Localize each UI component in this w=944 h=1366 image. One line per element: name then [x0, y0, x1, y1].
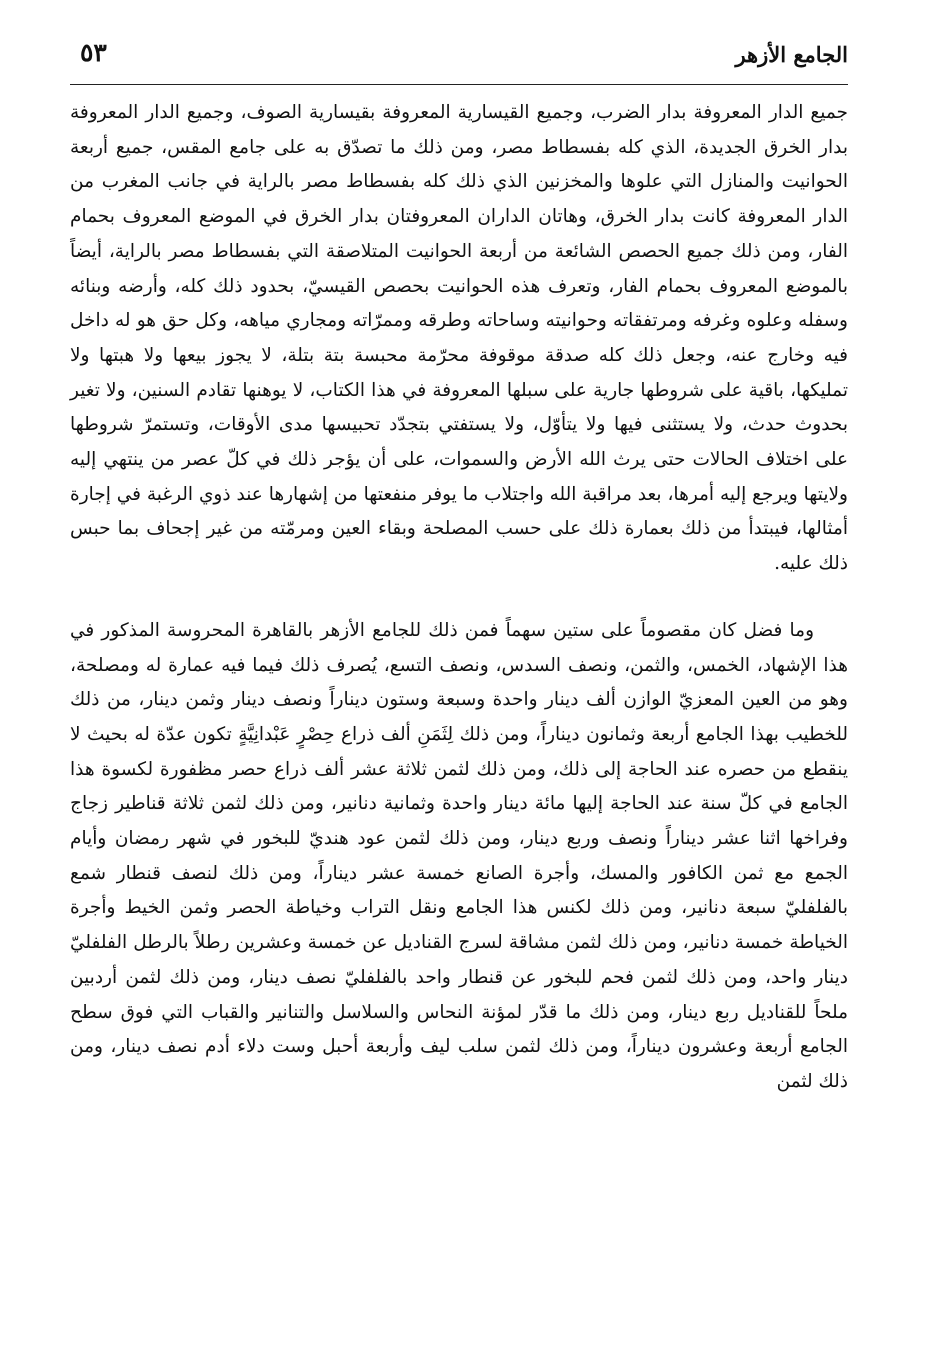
book-page — [70, 30, 848, 1330]
paragraph: وما فضل كان مقصوماً على ستين سهماً فمن ذلك للجامع الأزهر بالقاهرة المحروسة المذكور في هذا الإشهاد، الخمس، والثمن، ونصف السدس، ونصف التسع، يُصرف ذلك فيما فيه عمارة له ومصلحة، وهو من العين المعزيّ الوازن ألف دينار واحدة وسبعة وستون ديناراً ونصف دينار وثمن دينار، من ذلك للخطيب بهذا الجامع أربعة وثمانون ديناراً، ومن ذلك لِثَمَنِ ألف ذراع حِصْرٍ عَبْدانِيَّةٍ تكون عدّة له بحيث لا ينقطع من حصره عند الحاجة إلى ذلك، ومن ذلك لثمن ثلاثة عشر ألف ذراع حصر مظفورة لكسوة هذا الجامع في كلّ سنة عند الحاجة إليها مائة دينار واحدة وثمانية دنانير، ومن ذلك لثمن ثلاثة قناطير زجاج وفراخها اثنا عشر ديناراً ونصف وربع دينار، ومن ذلك لثمن عود هنديّ للبخور في شهر رمضان وأيام الجمع مع ثمن الكافور والمسك، وأجرة الصانع خمسة عشر ديناراً، ومن ذلك لنصف قنطار شمع بالفلفليّ سبعة دنانير، ومن ذلك لكنس هذا الجامع ونقل التراب وخياطة الحصر وثمن الخيط وأجرة الخياطة خمسة دنانير، ومن ذلك لثمن مشاقة لسرج القناديل عن خمسة وعشرين رطلاً بالرطل الفلفليّ دينار واحد، ومن ذلك لثمن فحم للبخور عن قنطار واحد بالفلفليّ نصف دينار، ومن ذلك لثمن أردبين ملحاً للقناديل ربع دينار، ومن ذلك ما قدّر لمؤنة النحاس والسلاسل والتنانير والقباب التي فوق سطح الجامع أربعة وعشرون ديناراً، ومن ذلك لثمن سلب ليف وأربعة أحبل وست دلاء أدم نصف دينار، ومن ذلك لثمن — [70, 619, 848, 1092]
paragraph: جميع الدار المعروفة بدار الضرب، وجميع القيسارية المعروفة بقيسارية الصوف، وجميع الدار المعروفة بدار الخرق الجديدة، الذي كله بفسطاط مصر، ومن ذلك ما تصدّق به على جامع المقس، جميع أربعة الحوانيت والمنازل التي علوها والمخزنين الذي ذلك كله بفسطاط مصر بالراية في جانب المغرب من الدار المعروفة كانت بدار الخرق، وهاتان الداران المعروفتان بدار الخرق في الموضع المعروف بحمام الفار، ومن ذلك جميع الحصص الشائعة من أربعة الحوانيت المتلاصقة التي بفسطاط مصر بالراية، أيضاً بالموضع المعروف بحمام الفار، وتعرف هذه الحوانيت بحصص القيسيّ، بحدود ذلك كله، وأرضه وبنائه وسفله وعلوه وغرفه ومرتفقاته وحوانيته وساحاته وطرقه وممرّاته ومجاري مياهه، وكل حق هو له داخل فيه وخارج عنه، وجعل ذلك كله صدقة موقوفة محرّمة محبسة بتة بتلة، لا يجوز بيعها ولا هبتها ولا تمليكها، باقية على شروطها جارية على سبلها المعروفة في هذا الكتاب، لا يوهنها تقادم السنين، ولا تغير بحدوث حدث، ولا يستثنى فيها ولا يتأوّل، ولا يستفتي بتجدّد تحبيسها مدى الأوقات، وتستمرّ شروطها على اختلاف الحالات حتى يرث الله الأرض والسموات، على أن يؤجر ذلك في كلّ عصر من ينتهي إليه ولايتها ويرجع إليه أمرها، بعد مراقبة الله واجتلاب ما يوفر منفعتها من إشهارها عند ذوي الرغبة في إجارة أمثالها، فيبتدأ من ذلك بعمارة ذلك على حسب المصلحة وبقاء العين ومرمّته من غير إجحاف بما حبس ذلك عليه. — [70, 102, 848, 575]
running-title: الجامع الأزهر — [735, 42, 848, 67]
page-number: ٥٣ — [80, 38, 107, 67]
page-header — [70, 30, 848, 82]
body-text — [70, 96, 848, 1100]
header-rule — [70, 84, 848, 85]
